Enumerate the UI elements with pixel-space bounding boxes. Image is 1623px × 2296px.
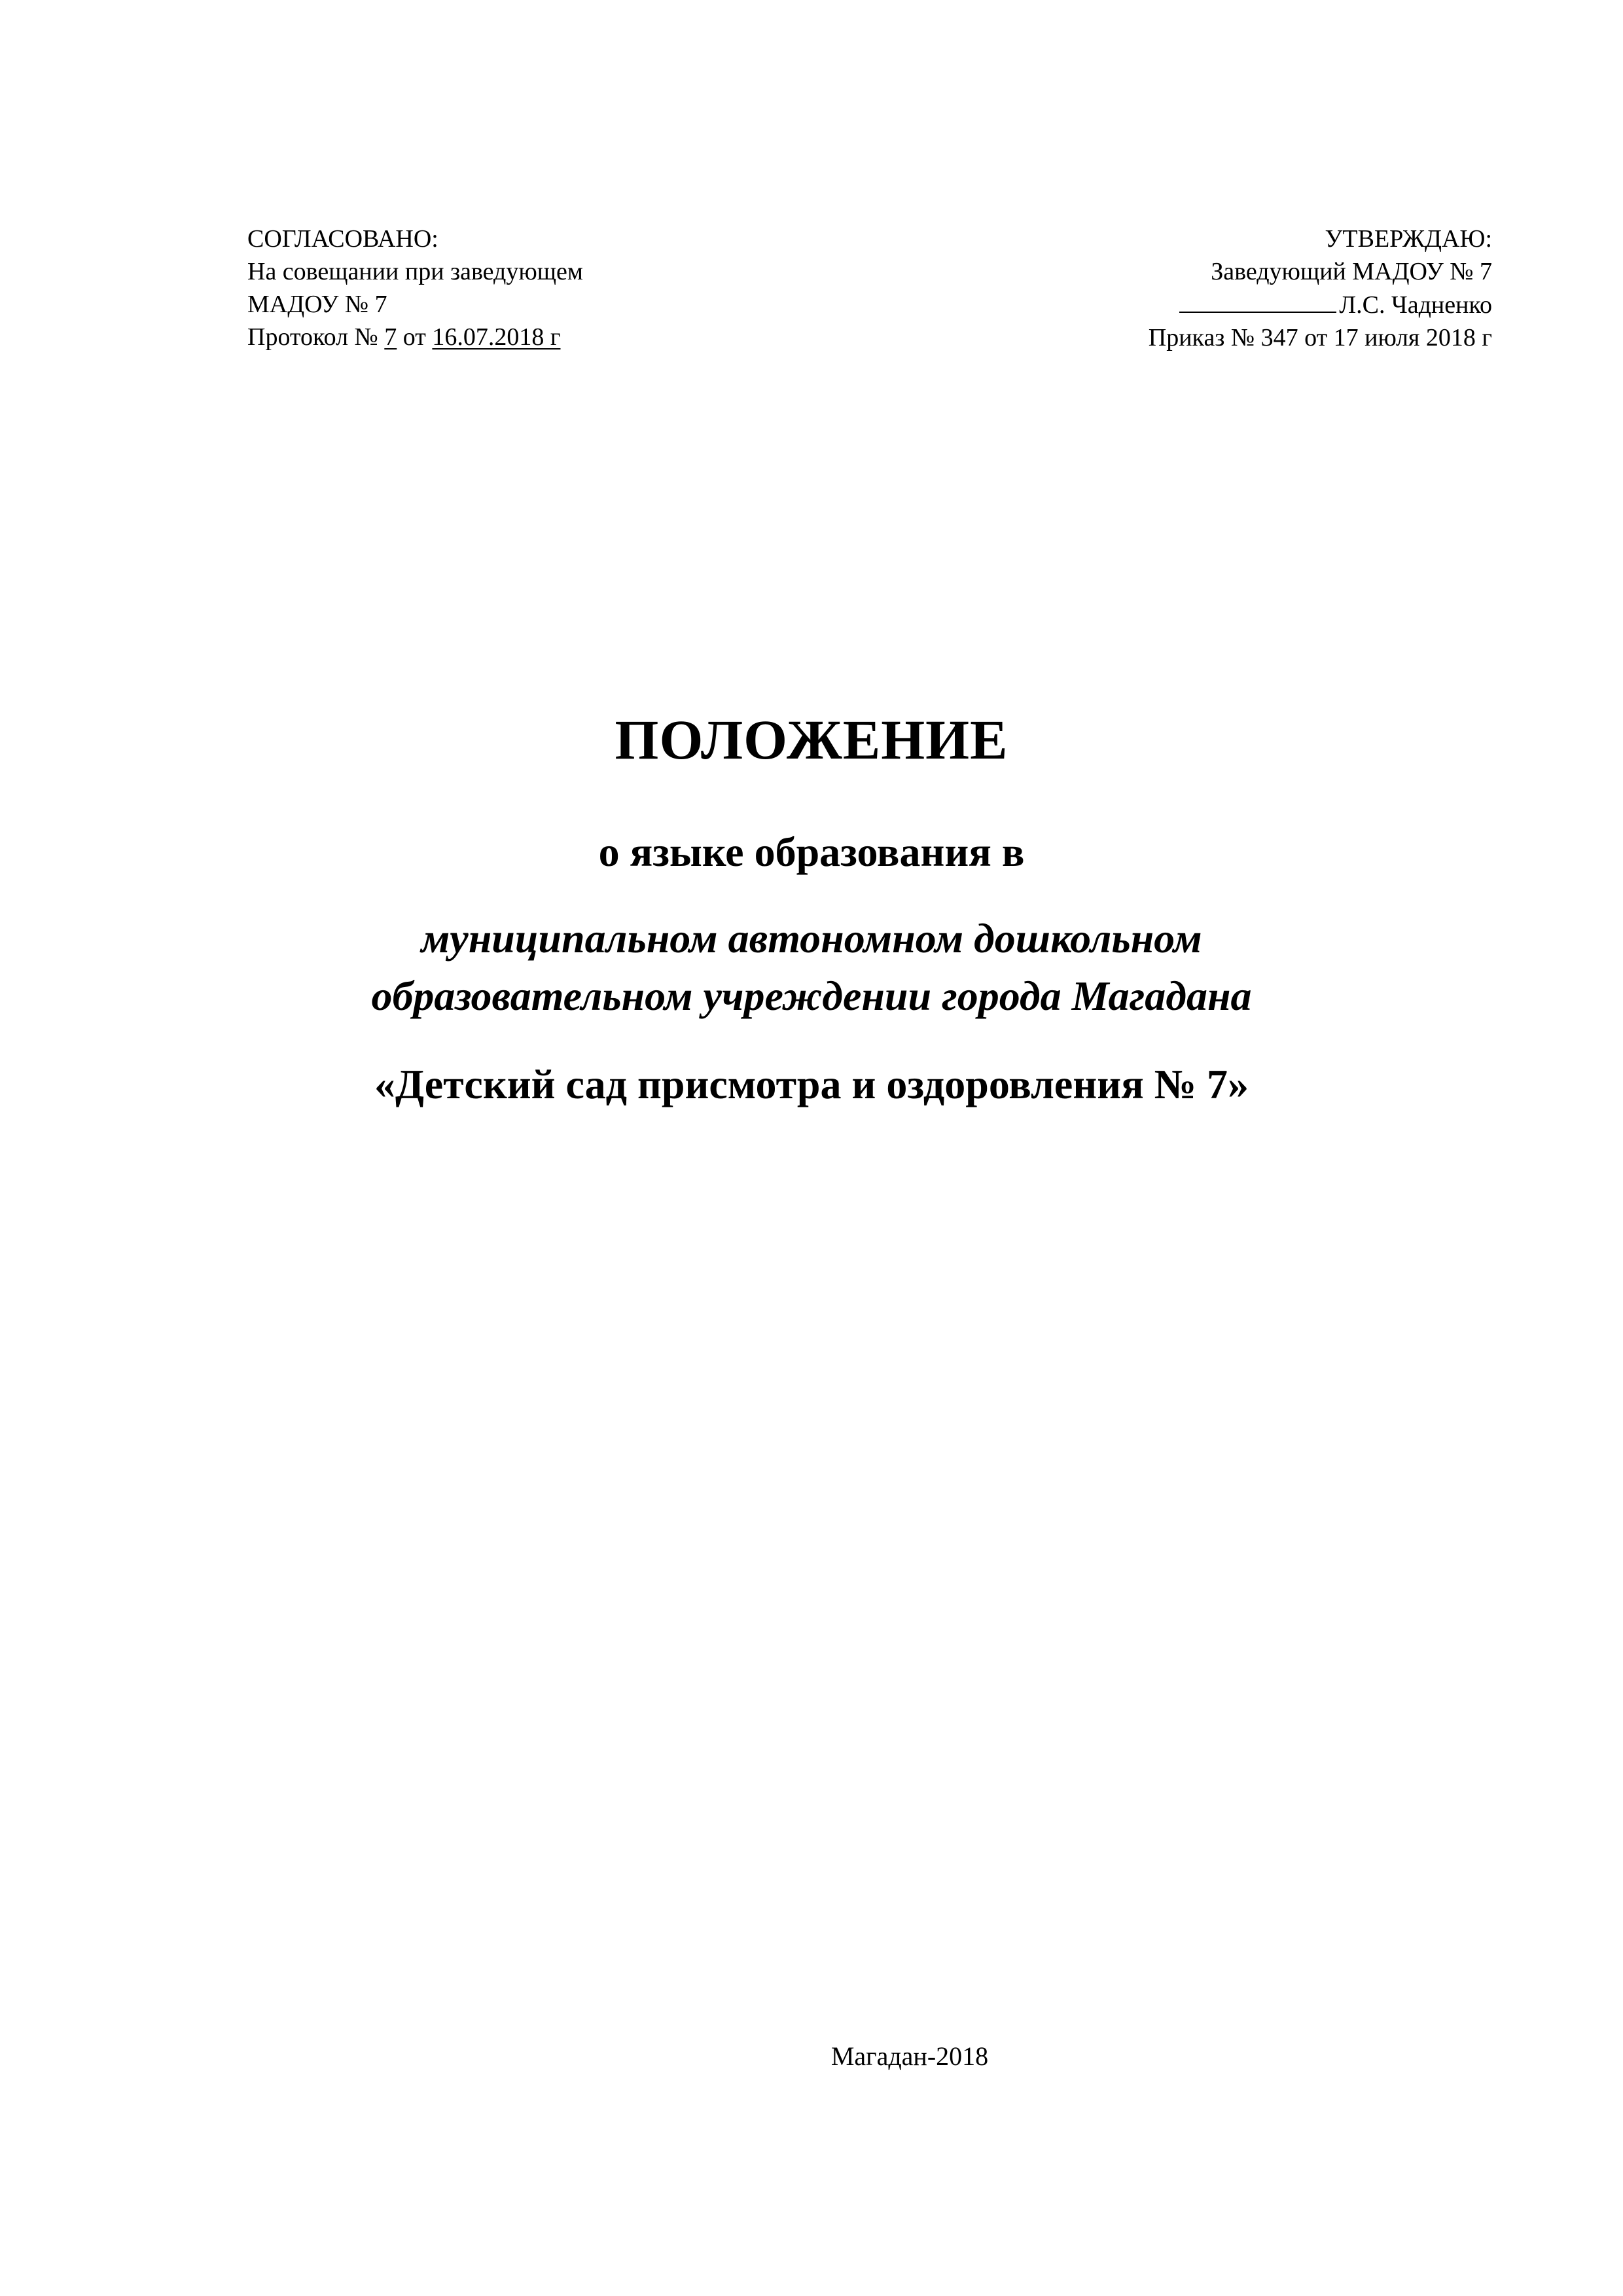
institution-type	[0, 910, 1623, 1025]
protocol-prefix: Протокол №	[247, 323, 385, 351]
approval-approved-block	[903, 223, 1492, 354]
approval-agreed-block	[247, 223, 771, 353]
agreed-protocol	[247, 321, 771, 353]
approved-signature-line	[903, 288, 1492, 321]
protocol-number: 7	[384, 323, 397, 351]
institution-line-1: муниципальном автономном дошкольном	[421, 915, 1202, 961]
approved-order: Приказ № 347 от 17 июля 2018 г	[1148, 324, 1492, 351]
agreed-line-org: МАДОУ № 7	[247, 291, 387, 318]
institution-name: «Детский сад присмотра и оздоровления № 7»	[374, 1061, 1249, 1107]
approved-position: Заведующий МАДОУ № 7	[1211, 258, 1492, 285]
institution-line-2: образовательном учреждении города Магадана	[371, 973, 1252, 1019]
signature-blank	[1179, 288, 1336, 313]
agreed-line-meeting: На совещании при заведующем	[247, 258, 583, 285]
approved-heading: УТВЕРЖДАЮ:	[1325, 225, 1492, 253]
protocol-date: 16.07.2018 г	[432, 323, 561, 351]
footer-place-year: Магадан-2018	[830, 2041, 989, 2071]
signatory-name: Л.С. Чадненко	[1339, 291, 1492, 319]
protocol-from: от	[397, 323, 433, 351]
document-title: ПОЛОЖЕНИЕ	[615, 708, 1008, 771]
agreed-heading: СОГЛАСОВАНО:	[247, 225, 438, 253]
document-subtitle: о языке образования в	[598, 829, 1025, 875]
